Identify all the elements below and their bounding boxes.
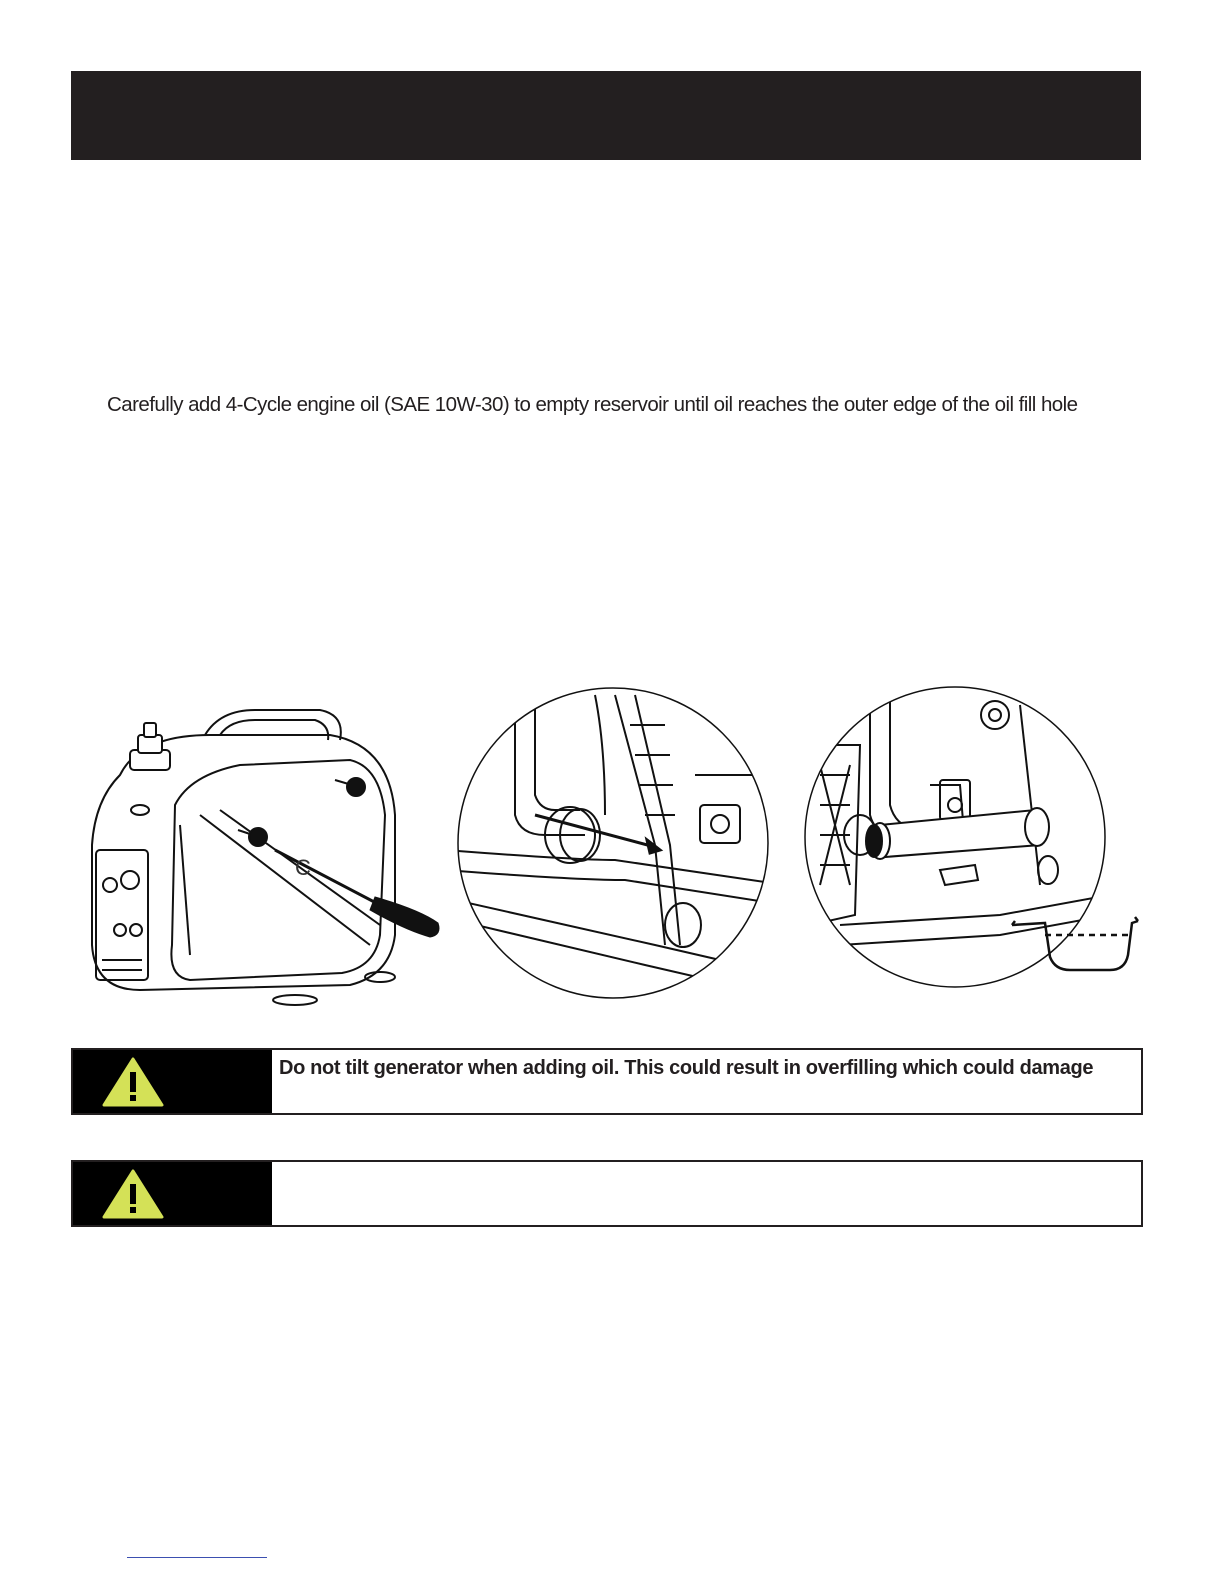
warning-badge (73, 1162, 272, 1225)
warning-text: Do not tilt generator when adding oil. This could result in overfilling which could damage (279, 1057, 1094, 1079)
warning-badge (73, 1050, 272, 1113)
generator-label-c: C (295, 855, 311, 880)
section-header-bar (71, 71, 1141, 160)
oil-fill-instruction: Carefully add 4-Cycle engine oil (SAE 10W-30) to empty reservoir until oil reaches the outer edge of the oil fill hole (107, 393, 1078, 416)
illustration-row (80, 680, 1150, 1010)
warning-box-tilt (71, 1048, 1143, 1115)
footer-rule (127, 1557, 267, 1558)
warning-triangle-icon (101, 1168, 165, 1220)
oil-plug-removal-closeup (455, 685, 775, 1005)
oil-fill-funnel-closeup (800, 685, 1140, 995)
generator-with-screwdriver-illustration (80, 705, 450, 1015)
warning-triangle-icon (101, 1056, 165, 1108)
warning-box-second (71, 1160, 1143, 1227)
